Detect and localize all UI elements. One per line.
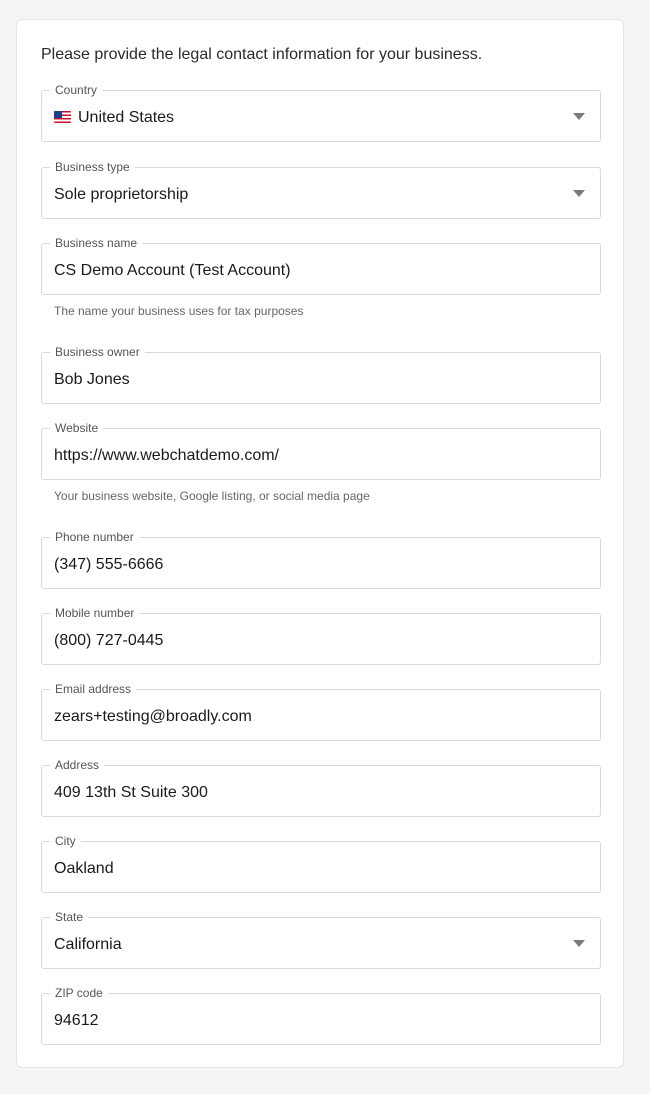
zip-code-label: ZIP code [50, 986, 108, 1000]
business-name-value[interactable]: CS Demo Account (Test Account) [54, 262, 291, 279]
website-value[interactable]: https://www.webchatdemo.com/ [54, 447, 279, 464]
phone-number-field[interactable] [41, 530, 601, 589]
us-flag-icon [54, 111, 71, 123]
phone-number-value[interactable]: (347) 555-6666 [54, 556, 164, 573]
business-owner-label: Business owner [50, 345, 145, 359]
chevron-down-icon[interactable] [573, 113, 585, 120]
business-info-form [16, 19, 624, 1068]
state-value: California [54, 936, 122, 953]
country-label: Country [50, 83, 102, 97]
country-value [54, 108, 174, 128]
business-name-field[interactable] [41, 236, 601, 295]
address-value[interactable]: 409 13th St Suite 300 [54, 784, 208, 801]
email-address-value[interactable]: zears+testing@broadly.com [54, 708, 252, 725]
website-helper: Your business website, Google listing, or social media page [54, 489, 370, 503]
chevron-down-icon[interactable] [573, 190, 585, 197]
address-label: Address [50, 758, 104, 772]
address-field[interactable] [41, 758, 601, 817]
email-address-field[interactable] [41, 682, 601, 741]
business-owner-value[interactable]: Bob Jones [54, 371, 130, 388]
city-value[interactable]: Oakland [54, 860, 114, 877]
website-label: Website [50, 421, 103, 435]
zip-code-value[interactable]: 94612 [54, 1012, 99, 1029]
business-owner-field[interactable] [41, 345, 601, 404]
state-select[interactable] [41, 910, 601, 969]
phone-number-label: Phone number [50, 530, 139, 544]
country-select[interactable] [41, 83, 601, 142]
business-type-value: Sole proprietorship [54, 186, 189, 203]
city-field[interactable] [41, 834, 601, 893]
business-name-label: Business name [50, 236, 142, 250]
chevron-down-icon[interactable] [573, 940, 585, 947]
state-label: State [50, 910, 88, 924]
business-name-helper: The name your business uses for tax purposes [54, 304, 304, 318]
mobile-number-label: Mobile number [50, 606, 139, 620]
mobile-number-field[interactable] [41, 606, 601, 665]
website-field[interactable] [41, 421, 601, 480]
country-value-text: United States [78, 109, 175, 126]
form-intro: Please provide the legal contact information for your business. [41, 46, 483, 63]
business-type-select[interactable] [41, 160, 601, 219]
mobile-number-value[interactable]: (800) 727-0445 [54, 632, 164, 649]
email-address-label: Email address [50, 682, 136, 696]
business-type-label: Business type [50, 160, 135, 174]
zip-code-field[interactable] [41, 986, 601, 1045]
city-label: City [50, 834, 81, 848]
